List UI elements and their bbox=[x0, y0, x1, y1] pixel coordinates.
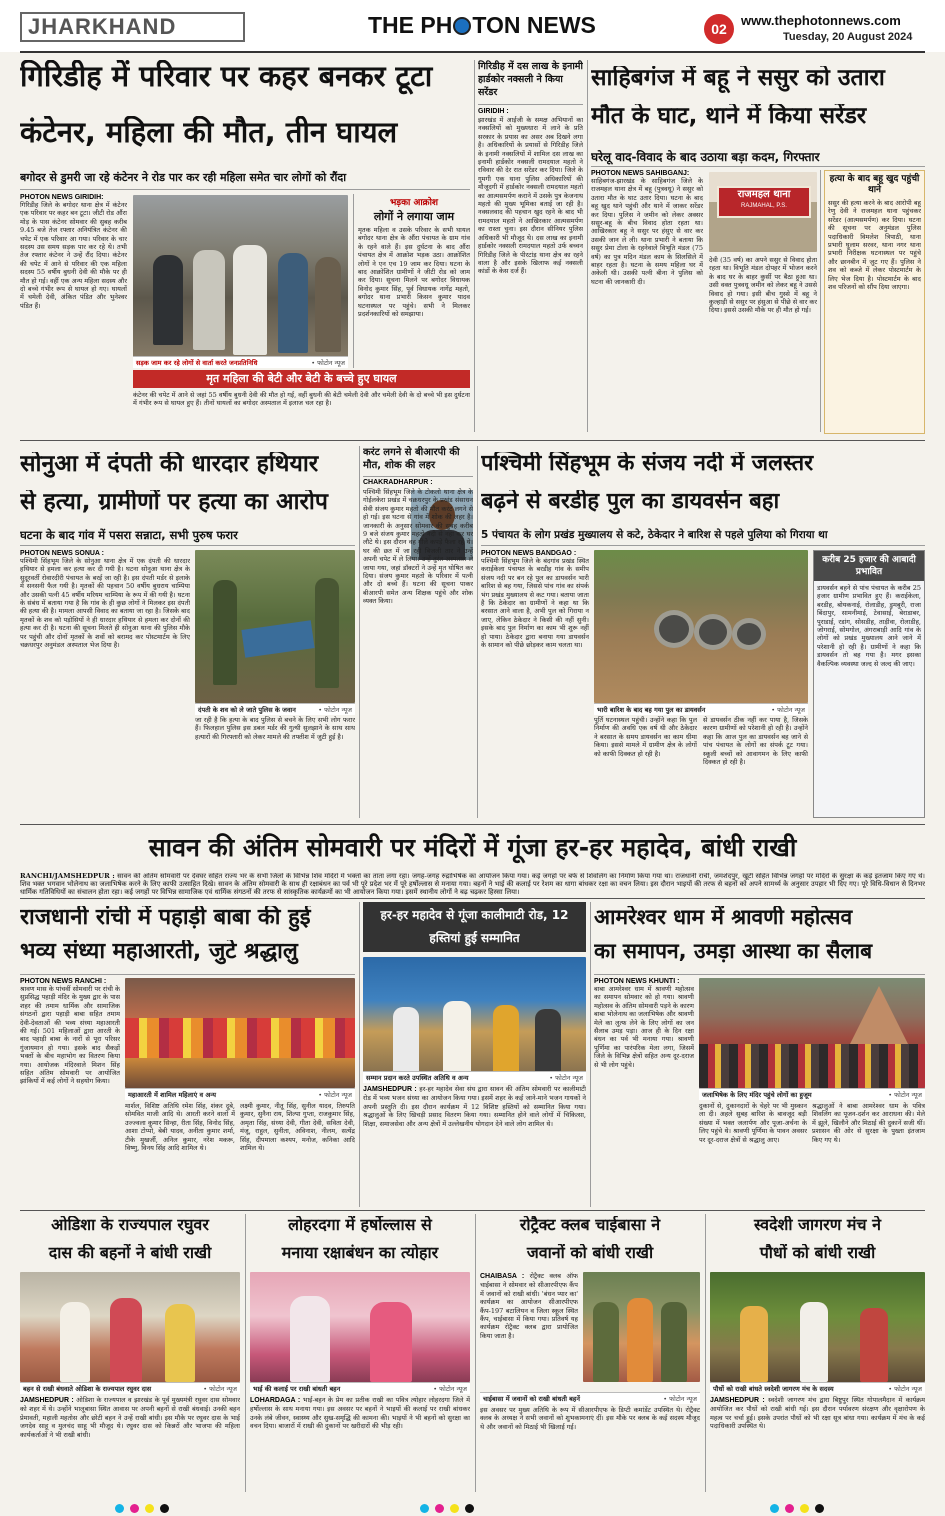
article-body: साहिबगंज-झारखंड के साहिबगंज जिले के राजमहल थाना क्षेत्र में बहू (पुत्रवधू) ने ससुर को उतारा मौत के घाट उतार दिया। घटना के बाद बहू खुद थाने पहुंची और थाने में जाकर सरेंडर कर दिया। पुलिस ने जमीन को लेकर अक्सर ससुर-बहू के बीच विवाद होता रहता था। आखिरकार बहू ने ससुर पर हंसुए से वार कर उसकी जान ले ली। थाना प्रभारी ने बताया कि ससुर प्रेमा टोला के रहनेवाले विभूति मंडल (75 वर्ष) का पुत्र मदिन मंडल काम के सिलसिले में बाहर रहता है। घटना के समय महिला घर में अकेली थी। उसकी पत्नी बीना ने पुलिस को घटना की जानकारी दी। bbox=[591, 177, 703, 286]
black-dot bbox=[815, 1504, 824, 1513]
article-body-2: देवी (35 वर्ष) का अपने ससुर से विवाद होता रहता था। विभूति मंडल दोपहर में भोजन करने के बाद घर के बाहर कुर्सी पर बैठा हुआ था। उसी वक्त पुत्रवधू जमीन को लेकर बहू ने उससे विवाद हो गया। इसी बीच गुस्से में बहू ने कुल्हाड़ी से ससुर पर हंसुआ से पीछे से वार कर दिया। इससे उसकी मौके पर ही मौत हो गई। bbox=[709, 256, 817, 315]
sidebar-body: डायवर्सन बहने से पांच पंचायत के करीब 25 हजार ग्रामीण प्रभावित हुए हैं। कराईकेला, बरडीह, बोयकनाई, रोलाडीह, डुमबुरी, राजा बिंदापुर, सामनीमाई, टेवासाई, बेराडाबर, पुराडाई, रडांग, सोसडीह, ताड़ीवा, रोलाडीह, जोगराई, सोमगोल, अंगराबाड़ी आदि गांव के लोगों को प्रखंड मुख्यालय आने जाने में परेशानी हो रही है। ग्रामीणों ने कहा कि डायवर्सन तो बह गया है। मगर इसका वैकल्पिक व्यवस्था जल्द से जल्द की जाए। bbox=[817, 584, 921, 668]
headline-line2: से हत्या, ग्रामीणों पर हत्या का आरोप bbox=[20, 490, 328, 515]
rule bbox=[20, 545, 355, 546]
article-column-1 bbox=[20, 550, 190, 820]
column-rule bbox=[820, 170, 821, 432]
byline: PHOTON NEWS RANCHI : bbox=[20, 978, 107, 985]
byline: PHOTON NEWS SAHIBGANJ: bbox=[591, 170, 690, 177]
headline-line2: भव्य संध्या महाआरती, जुटे श्रद्धालु bbox=[20, 940, 298, 964]
yellow-dot bbox=[800, 1504, 809, 1513]
photo-caption: • फोटोन न्यूज महाआरती में शामिल महिलाएं व अन्य bbox=[125, 1088, 355, 1100]
photo-person bbox=[290, 1296, 330, 1382]
sidebar-kicker: भड़का आक्रोश bbox=[389, 198, 439, 208]
photo-person bbox=[393, 1007, 419, 1081]
photo-person bbox=[193, 250, 225, 350]
article-body-2: पूर्ति घटनास्थल पहुंची। उन्होंने कहा कि पुल निर्माण की अवधि एक वर्ष थी और ठेकेदार ने बरसात के समय डायवर्सन का काम धीमा किया। इससे मामले में ग्रामीण क्षेत्र के लोगों को काफी दिक्कत हो रही है। bbox=[594, 716, 697, 758]
photo-aarti-women bbox=[125, 978, 355, 1088]
rule bbox=[591, 166, 925, 167]
photo-person bbox=[315, 257, 341, 352]
sidebar-heading: करीब 25 हजार की आबादी प्रभावित bbox=[814, 551, 924, 581]
subheadline: घटना के बाद गांव में पसरा सन्नाटा, सभी पुरुष फरार bbox=[20, 528, 238, 542]
photo-caption: • फोटोन न्यूज जलाभिषेक के लिए मंदिर पहुंचे लोगों का हुजूम bbox=[699, 1088, 925, 1100]
photo-caption: • फोटोन न्यूज भारी बारिश के बाद बह गया पुल का डायवर्सन bbox=[594, 703, 808, 715]
headline-line1: रोट्रैक्ट क्लब चाईबासा ने bbox=[519, 1216, 661, 1234]
strip-banner: मृत महिला की बेटी और बेटी के बच्चे हुए घायल bbox=[133, 370, 470, 388]
site-url[interactable]: www.thephotonnews.com bbox=[741, 13, 901, 28]
headline-banner: हर-हर महादेव से गूंजा कालीमाटी रोड, 12 हस्तियां हुई सम्मानित bbox=[363, 902, 586, 952]
headline-line1: सोनुआ में दंपती की धारदार हथियार bbox=[20, 452, 319, 477]
story-sahibganj bbox=[591, 60, 925, 435]
subheadline: 5 पंचायत के लोग प्रखंड मुख्यालय से कटे, ठेकेदार ने बारिश से पहले पुलिया को गिराया था bbox=[481, 529, 828, 541]
headline-line2: दास की बहनों ने बांधी राखी bbox=[48, 1244, 212, 1262]
column-rule bbox=[590, 902, 591, 1207]
headline-line2: जवानों को बांधी राखी bbox=[526, 1244, 654, 1262]
story-raghubar-das-rakhi bbox=[20, 1214, 240, 1494]
article-column-1 bbox=[20, 978, 120, 1206]
story-kalimati-road bbox=[363, 902, 586, 1207]
sidebar-body: मृतक महिला व उसके परिवार के सभी घायल बगोदर थाना क्षेत्र के औंरा पंचायत के ग्राम गांव के रहने वाले हैं। इस दुर्घटना के बाद औंरा पंचायत क्षेत्र में आक्रोश भड़क उठा। आक्रोशित लोगों ने एन एच 19 जाम कर दिया। घटना के बाद आक्रोशित ग्रामीणों ने जीटी रोड को जाम कर दिया। सूचना मिलने पर बगोदर विधायक विनोद कुमार सिंह, पूर्व विधायक नागेंद्र महतो, बगोदर थाना प्रभारी किसन कुमार यादव घटनास्थल पर पहुंचे। सभी ने मिलकर प्रदर्शनकारियों को समझाया। bbox=[358, 226, 470, 319]
article-body: RANCHI/JAMSHEDPUR : सावन की अंतिम सोमवारी पर देवघर सहित राज्य भर के सभी जिलों के विभिन्न शिव मंदिरों में भक्तों का तांता लगा रहा। जगह-जगह रुद्राभिषेक का आयोजन किया गया। कई जगहों पर बर्फ से शिवलिंग का निर्माण किया गया था। राजधानी रांची, जमशेदपुर, खूंटी सहित विभिन्न जगहों पर मंदिरों के सुरक्षा के कड़े इंतजाम किए गए थे। शिव भक्त भगवान भोलेनाथ का जलाभिषेक करने के लिए काफी उत्साहित दिखे। सावन के अंतिम सोमवारी के साथ ही रक्षाबंधन का पर्व भी पूरे प्रदेश भर में पूरे हर्षोल्लास से मनाया गया। बहनों ने भाई की कलाई पर रेशम का धागा बांधकर रक्षा का वचन लिया। इस दौरान भाइयों की तरफ से बहनों को अपने सामर्थ्य के अनुसार उपहार भी दिए गए। पूरे विधि-विधान से दिनभर धार्मिक गतिविधियों का संचालन होता रहा। कई जगहों पर विभिन्न सामाजिक एवं धार्मिक संगठनों की तरफ से सांस्कृतिक कार्यक्रमों का भी आयोजन किया गया। इसमें स्थानीय लोगों ने बढ़ चढ़कर हिस्सा लिया। bbox=[20, 873, 925, 896]
masthead-rule bbox=[20, 51, 925, 53]
sidebar-protest bbox=[358, 195, 470, 370]
section-rule bbox=[20, 898, 925, 899]
story-rotaract-chaibasa bbox=[480, 1214, 700, 1494]
photo-temple-crowd bbox=[699, 978, 925, 1088]
article-body: गिरिडीह जिले के बगोदर थाना क्षेत्र में कंटेनर एक परिवार पर कहर बन टूटा। जीटी रोड औंरा मोड़ के पास कंटेनर सोमवार की सुबह करीब 9.45 बजे तेज रफ्तार अनियंत्रित कंटेनर की चपेट में एक परिवार आ गया। परिवार के चार सदस्य उस समय सड़क पार कर रहे थे। तभी तेज रफ्तार कंटेनर ने उन्हें रौंद दिया। कंटेनर की चपेट में आने से परिवार की एक महिला सदस्य 55 वर्षीय बुधनी देवी की मौके पर ही मौत हो गई। वहीं एक अन्य महिला सदस्य और दो बच्चे गंभीर रूप से घायल हो गए। घायलों में चमेली देवी, अंकित पंडित और भुनेश्वर पंडित हैं। bbox=[20, 201, 127, 310]
page-number-badge: 02 bbox=[704, 14, 734, 44]
story-lohardaga-rakshabandhan bbox=[250, 1214, 470, 1494]
photo-stretcher bbox=[241, 620, 314, 657]
issue-date: Tuesday, 20 August 2024 bbox=[783, 31, 913, 43]
story-brp-death bbox=[363, 446, 473, 818]
headline-line1: गिरिडीह में परिवार पर कहर बनकर टूटा bbox=[20, 60, 433, 93]
byline: PHOTON NEWS GIRIDIH: bbox=[20, 194, 104, 201]
photo-person bbox=[165, 1304, 195, 1382]
article-body-2: दुकानों से, दुकानदारों के चेहरे पर भी मुस्कान ला दी। अहले सुबह बारिश के बावजूद बड़ी संख्या में भक्त जलार्पण और पूजा-अर्चना के लिए पहुंचे थे। श्रावणी पूर्णिमा के पावन अवसर पर दूर-दराज क्षेत्रों से श्रद्धालु आए। bbox=[699, 1102, 807, 1144]
article-body-3: श्रद्धालुओं ने बाबा आमरेश्वर धाम के पवित्र शिवलिंग का पूजन-दर्शन कर आराधना की। मेले में झूले, खिलौने और मिठाई की दुकानें सजी थीं। प्रशासन की ओर से सुरक्षा के पुख्ता इंतजाम किए गए थे। bbox=[812, 1102, 925, 1144]
yellow-dot bbox=[450, 1504, 459, 1513]
photo-person bbox=[493, 1005, 519, 1081]
photo-caption: • फोटोन न्यूज चाईबासा में जवानों को राखी बांधती बहनें bbox=[480, 1392, 700, 1404]
headline-line1: साहिबगंज में बहू ने ससुर को उतारा bbox=[591, 66, 885, 91]
byline: CHAKRADHARPUR : bbox=[363, 479, 433, 486]
headline-line1: ओडिशा के राज्यपाल रघुवर bbox=[51, 1216, 209, 1234]
byline: GIRIDIH : bbox=[478, 108, 509, 115]
headline-line2: पौधों को बांधी राखी bbox=[759, 1244, 876, 1262]
headline: गिरिडीह में दस लाख के इनामी हार्डकोर नक्सली ने किया सरेंडर bbox=[478, 61, 583, 98]
sidebar-affected-population bbox=[813, 550, 925, 818]
rule bbox=[20, 189, 470, 190]
photo-jawans-rakhi bbox=[583, 1272, 700, 1382]
station-signboard: राजमहल थाना RAJMAHAL, P.S. bbox=[717, 186, 811, 218]
article-body-2: जा रही है कि हत्या के बाद पुलिस से बचने के लिए सभी लोग फरार हैं। फिलहाल पुलिस इस डबल मर्डर की गुत्थी सुलझाने के साथ साथ हत्यारों की गिरफ्तारी को लेकर मामले की तफ्तीश में जुटी हुई है। bbox=[195, 716, 355, 741]
column-rule bbox=[474, 60, 475, 432]
globe-icon bbox=[453, 17, 471, 35]
byline: PHOTON NEWS KHUNTI : bbox=[594, 978, 680, 985]
photo-person bbox=[315, 578, 339, 688]
article-column-1 bbox=[363, 1085, 586, 1205]
story-sawan-monday bbox=[20, 827, 925, 897]
photo-person bbox=[153, 255, 183, 345]
sidebar-surrender bbox=[824, 170, 925, 434]
strip-body: कंटेनर की चपेट में आने से जहां 55 वर्षीय बुधनी देवी की मौत हो गई, वहीं बुधनी की बेटी चमेली देवी और चमेली देवी के दो बच्चे भी इस दुर्घटना में गंभीर रूप से घायल हुए हैं। तीनों घायलों का बगोदर अस्पताल में इलाज चल रहा है। bbox=[133, 391, 470, 408]
article-body: LOHARDAGA : भाई-बहन के प्रेम का प्रतीक राखी का पवित्र त्योहार लोहरदगा जिले में हर्षोल्लास के साथ मनाया गया। इस अवसर पर बहनों ने भाइयों की कलाई पर राखी बांधकर उनके लंबे जीवन, स्वास्थ्य और सुख-समृद्धि की कामना की। भाइयों ने भी बहनों को सुरक्षा का वचन दिया। बाजारों में राखी की दुकानों पर खरीदारों की भीड़ रही। bbox=[250, 1396, 470, 1431]
photo-pipe bbox=[654, 610, 694, 648]
article-body-3: से डायवर्सन ठीक नहीं कर पाया है, जिसके कारण ग्रामीणों को परेशानी हो रही है। उन्होंने कहा कि आज पुल का डायवर्सन बह जाने से पांच पंचायत के लोगों का संपर्क टूट गया। स्कूली बच्चों को आवागमन के लिए काफी दिक्कत हो रही है। bbox=[703, 716, 808, 767]
photo-temple bbox=[849, 986, 909, 1046]
photo-person bbox=[627, 1298, 653, 1382]
photo-person bbox=[370, 1302, 412, 1382]
headline-line1: आमरेश्वर धाम में श्रावणी महोत्सव bbox=[594, 906, 853, 929]
yellow-dot bbox=[145, 1504, 154, 1513]
masthead bbox=[0, 0, 945, 52]
story-naxal-surrender bbox=[478, 60, 583, 432]
article-body-2: मार्शल, विशिष्ट अतिथि रमेश सिंह, शंकर दूबे, सोमवित माजी आदि थे। आरती करने वालों में उज्ज्वला कुमार सिन्हा, रीता सिंह, विनोद सिंह, आशा टोप्पो, बेबी यादव, अनीता कुमार शर्मा, टीके मुखर्जी, अनिल कुमार, नरेश मकरू, विष्णु, विनय सिंह आदि शामिल थे। bbox=[125, 1102, 235, 1153]
photo-plants-rakhi bbox=[710, 1272, 925, 1382]
story-amreshwar-dham bbox=[594, 902, 925, 1207]
photo-person bbox=[110, 1298, 142, 1382]
section-rule bbox=[20, 440, 925, 441]
subheadline: घरेलू वाद-विवाद के बाद उठाया बड़ा कदम, गिरफ्तार bbox=[591, 150, 820, 164]
photo-caption: • फोटोन न्यूज भाई की कलाई पर राखी बांधती बहन bbox=[250, 1382, 470, 1394]
headline-line2: बढ़ने से बरडीह पुल का डायवर्सन बहा bbox=[481, 490, 780, 514]
paper-logo: THE PH TON NEWS bbox=[368, 12, 596, 38]
article-body: JAMSHEDPUR : स्वदेशी जागरण मंच द्वारा बिष्टुपुर स्थित गोपालमैदान में कार्यक्रम आयोजित कर पौधों को राखी बांधी गई। इस दौरान पर्यावरण संरक्षण और वृक्षारोपण के महत्व पर चर्चा हुई। इसके उपरांत पौधों को भी रक्षा सूत्र बांधा गया। कार्यक्रम में मंच के कई पदाधिकारी उपस्थित थे। bbox=[710, 1396, 925, 1431]
byline: PHOTON NEWS SONUA : bbox=[20, 550, 105, 557]
photo-person bbox=[213, 580, 237, 685]
headline: सावन की अंतिम सोमवारी पर मंदिरों में गूंजा हर-हर महादेव, बांधी राखी bbox=[148, 833, 797, 862]
section-rule bbox=[20, 1210, 925, 1211]
black-dot bbox=[465, 1504, 474, 1513]
column-rule bbox=[353, 194, 354, 368]
headline-line1: लोहरदगा में हर्षोल्लास से bbox=[288, 1216, 432, 1234]
byline: PHOTON NEWS BANDGAO : bbox=[481, 550, 577, 557]
headline-line2: मनाया रक्षाबंधन का त्योहार bbox=[281, 1244, 439, 1262]
photo-person bbox=[800, 1302, 828, 1382]
column-rule bbox=[359, 902, 360, 1207]
photo-person bbox=[740, 1306, 768, 1382]
cyan-dot bbox=[420, 1504, 429, 1513]
photo-crowd-row bbox=[699, 1044, 925, 1088]
story-sonua-murder bbox=[20, 446, 355, 821]
article-body-3: लक्ष्मी कुमार, नीतू सिंह, सुनील यादव, तिरुपति कुमार, सुनैना राय, शिल्पा गुप्ता, राजकुमार सिंह, अमृता सिंह, संध्या देवी, गीता देवी, सविता देवी, मंजू, राहुल, सुनीता, अविनाश, नीलम, सत्येंद्र सिंह, दीपमाला कश्यप, मनोज, कनिका आदि शामिल थे। bbox=[240, 1102, 355, 1153]
headline-line1: स्वदेशी जागरण मंच ने bbox=[753, 1216, 882, 1234]
article-column-1 bbox=[481, 550, 589, 820]
photo-person bbox=[860, 1308, 888, 1382]
rule bbox=[363, 476, 473, 477]
rule bbox=[481, 545, 925, 546]
photo-caption: • फोटोन न्यूज बहन से राखी बंधवाते ओडिशा के राज्यपाल रघुवर दास bbox=[20, 1382, 240, 1394]
column-rule bbox=[587, 60, 588, 432]
sidebar-body: ससुर की हत्या करने के बाद आरोपी बहू रेणु देवी ने राजमहल थाना पहुंचकर सरेंडर (आत्मसमर्पण) कर दिया। घटना की सूचना पर अनुमंडल पुलिस पदाधिकारी विमलेश त्रिपाठी, थाना प्रभारी घुलाम सरवर, थाना नगर थाना प्रभारी निरीक्षक घटनास्थल पर पहुंचे और छानबीन में जुट गए हैं। पुलिस ने शव को कब्जे में लेकर पोस्टमार्टम के लिए भेज दिया है। पोस्टमार्टम के बाद शव परिजनों को सौंप दिया जाएगा। bbox=[828, 199, 921, 292]
magenta-dot bbox=[785, 1504, 794, 1513]
section-label: JHARKHAND bbox=[20, 12, 245, 42]
photo-person bbox=[443, 1001, 471, 1081]
headline-line2: मौत के घाट, थाने में किया सरेंडर bbox=[591, 104, 867, 129]
photo-raghubar-rakhi bbox=[20, 1272, 240, 1382]
photo-road-jam bbox=[133, 195, 348, 367]
sidebar-heading: हत्या के बाद बहू खुद पहुंची थाने bbox=[829, 174, 920, 195]
photo-person bbox=[60, 1302, 90, 1382]
article-body: JAMSHEDPUR : हर-हर महादेव सेवा संघ द्वारा सावन की अंतिम सोमवारी पर कालीमाटी रोड में भव्य भजन संध्या का आयोजन किया गया। इसमें शहर के कई जाने-माने भजन गायकों ने अपनी प्रस्तुति दी। इस दौरान कार्यक्रम में 12 विशिष्ट हस्तियों को सम्मानित किया गया। श्रद्धालुओं के लिए खिचड़ी प्रसाद वितरण किया गया। सम्मानित होने वाले लोगों में चिकित्सा, शिक्षा, समाजसेवा और अन्य क्षेत्रों में उल्लेखनीय योगदान देने वाले लोग शामिल थे। bbox=[363, 1085, 586, 1128]
photo-felicitation-stage bbox=[363, 957, 586, 1081]
article-body: JAMSHEDPUR : ओडिशा के राज्यपाल व झारखंड के पूर्व मुख्यमंत्री रघुवर दास सोमवार को शहर में थे। उन्होंने भालूबासा स्थित आवास पर अपनी बहनों से राखी बंधवाई। उनकी बहन प्रेमावती, महाली महतोस और छोटी बहन ने उन्हें राखी बांधी। इस मौके पर रघुवर दास के भाई जगदेव साहू व मुलचंद साहू भी मौजूद थे। रघुवर दास को किन्नरों और भाजपा की महिला कार्यकर्ताओं ने भी राखी बांधी। bbox=[20, 1396, 240, 1439]
article-column-1 bbox=[591, 170, 703, 432]
print-registration-marks bbox=[0, 1500, 945, 1516]
column-rule bbox=[359, 446, 360, 818]
section-rule bbox=[20, 824, 925, 825]
photo-caption: • फोटोन न्यूज पौधों को राखी बांधते स्वदेशी जागरण मंच के सदस्य bbox=[710, 1382, 925, 1394]
photo-person bbox=[278, 253, 308, 353]
headline-line1: राजधानी रांची में पहाड़ी बाबा की हुई bbox=[20, 906, 311, 930]
rule bbox=[478, 104, 583, 105]
rule bbox=[594, 974, 925, 975]
article-body: पश्चिमी सिंहभूम जिले के सोनुआ थाना क्षेत्र में एक दंपती की धारदार हथियार से हमला कर हत्या कर दी गयी है। घटना सोनुआ थाना क्षेत्र के सुदूरवर्ती रोवारदीरी पंचायत के बरई जा रही है। इस दंपती मर्डर से इलाके में सनसनी फैल गयी है। मृतकों की पहचान 50 वर्षीय बुधराय चाम्पिया और उसकी पत्नी 45 वर्षीय मरियम चाम्पिया के रूप में की गयी है। घटना के संबंध में बताया गया है कि गांव के ही कुछ लोगों ने मिलकर इस दंपती की हत्या की है। मामला आपसी विवाद का बताया जा रहा है। जिसके बाद मृतकों के शव को पड़ोसियों ने ही धारदार हथियार से हमला कर दोनों की हत्या कर दी है। घटना की सूचना मिलते ही सोनुआ थाना की पुलिस मौके पर पहुंची और दोनों मृतकों के शवों को बरामद कर पोस्टमार्टम के लिए चक्रधरपुर अनुमंडल अस्पताल भेज दिया है। bbox=[20, 557, 190, 650]
article-body-2: इस अवसर पर मुख्य अतिथि के रूप में सीआरपीएफ के डिप्टी कमांडेंट उपस्थित थे। रोट्रैक्ट क्लब के अध्यक्ष ने सभी जवानों को शुभकामनाएं दीं। इस मौके पर क्लब के कई सदस्य मौजूद थे और जवानों को मिठाई भी खिलाई गई। bbox=[480, 1406, 700, 1431]
article-body: पश्चिमी सिंहभूम जिले के बंदगांव प्रखंड स्थित कराईकेला पंचायत के बरडीह गांव के समीप संजय नदी पर बन रहे पुल का डायवर्सन भारी बारिश से बह गया, जिससे पांच गांव का संपर्क भंग प्रखंड मुख्यालय से कट गया। बताया जाता है कि ठेकेदार का ग्रामीणों ने कहा था कि बरसात आने वाला है, अभी पुल को गिराया न जाए, लेकिन ठेकेदार ने किसी की नहीं सुनी। इसके बाद पुल निर्माण का काम भी शुरू नहीं हो पाया। ठेकेदार द्वारा बनाया गया डायवर्सन के सामान को पीछे छोड़कर काम चलता था। bbox=[481, 557, 589, 650]
story-pahari-baba-aarti bbox=[20, 902, 355, 1207]
photo-crowd-row bbox=[125, 1018, 355, 1058]
photo-police-carry-bodies bbox=[195, 550, 355, 703]
cyan-dot bbox=[115, 1504, 124, 1513]
article-body: बाबा आमरेश्वर धाम में श्रावणी महोत्सव का समापन सोमवार को हो गया। श्रावणी महोत्सव के अंतिम सोमवारी पड़ने के कारण बाबा भोलेनाथ का जलाभिषेक और श्रावणी मेले का लुत्फ लेने के लिए लोगों का जन सैलाब उमड़ पड़ा। आज ही के दिन रक्षा बंधन का पर्व भी मनाया गया। श्रावणी पूर्णिमा का पारंपरिक मेला लगा, जिसमें जिले के विभिन्न क्षेत्रों सहित अन्य दूर-दराज से भी लोग पहुंचे। bbox=[594, 985, 694, 1069]
rule bbox=[20, 974, 355, 975]
photo-caption: • फोटोन न्यूज सड़क जाम कर रहे लोगों से वार्ता करते जनप्रतिनिधि bbox=[133, 356, 348, 368]
article-column-1 bbox=[594, 978, 694, 1206]
story-giridih-container-accident bbox=[20, 58, 470, 433]
photo-person bbox=[661, 1302, 687, 1382]
headline-line1: पश्चिमी सिंहभूम के संजय नदी में जलस्तर bbox=[481, 452, 814, 476]
photo-pipe bbox=[694, 614, 732, 650]
column-rule bbox=[705, 1214, 706, 1492]
photo-person bbox=[233, 245, 267, 355]
headline-line2: कंटेनर, महिला की मौत, तीन घायल bbox=[20, 116, 398, 149]
photo-caption: • फोटोन न्यूज सम्मान प्रदान करते उपस्थित अतिथि व अन्य bbox=[363, 1071, 586, 1083]
subheadline: बगोदर से डुमरी जा रहे कंटेनर ने रोड पार कर रही महिला समेत चार लोगों को रौंदा bbox=[20, 171, 347, 184]
photo-person bbox=[593, 1302, 619, 1382]
article-body: श्रावण मास के पांचवीं सोमवारी पर रांची के सुप्रसिद्ध पहाड़ी मंदिर के मुख्य द्वार के पास शहर की तमाम धार्मिक और सामाजिक संगठनों द्वारा पहाड़ी बाबा सहित तमाम देवी-देवताओं की भव्य संध्या महाआरती की गई। 501 महिलाओं द्वारा आरती के बाद पहाड़ी बाबा के नारों से पूरा परिसर गुंजायमान हो गया। इसके बाद सैकड़ों भक्तों के बीच महाभोग का वितरण किया गया। आयोजक मंदिरवाले मिशन सिंह सहित अंतिम सोमवारी पर आयोजित झांकियों में कई लोगों ने सहयोग किया। bbox=[20, 985, 120, 1086]
article-body: पश्चिमी सिंहभूम जिले के टोकलो थाना क्षेत्र के गोईलकेरा प्रखंड में चक्रधरपुर के प्रखंड संसाधन सेवी संजय कुमार महतो की मौत करंट लगने से हो गई। इस घटना से गांव में शोक की लहर है। जानकारी के अनुसार सोमवार की सुबह करीब 9 बजे संजय कुमार महतो नदी से नहा कर घर लौटे थे। इस दौरान वह गीले कपड़े फैला रहे थे। घर की छत में जा रही बिजली तार ने उन्हें अपनी चपेट में ले लिया। उन्हें तुरंत अस्पताल ले जाया गया, जहां डॉक्टरों ने उन्हें मृत घोषित कर दिया। संजय कुमार महतो के परिवार में पत्नी और दो बच्चे हैं। घटना की सूचना पाकर बीआरपी समेत अन्य शिक्षक पहुंचे और शोक व्यक्त किया। bbox=[363, 488, 473, 606]
story-swadeshi-plants-rakhi bbox=[710, 1214, 925, 1494]
magenta-dot bbox=[435, 1504, 444, 1513]
photo-sister-ties-rakhi bbox=[250, 1272, 470, 1382]
magenta-dot bbox=[130, 1504, 139, 1513]
article-body: झारखंड में आईजी के समक्ष अभियानों का नक्सलियों को मुख्यधारा में लाने के प्रति सरकार के प्रयास का असर अब दिखने लगा है। अधिकारियों के प्रयासों से गिरिडीह जिले के इनामी नक्सलियों में शामिल दस लाख का इनामी हार्डकोर नक्सली रामदयाल महतो ने रविवार की देर रात सरेंडर कर दिया। जिले के गुमगी एक थाना पुलिस अधिकारियों की मौजूदगी में हार्डकोर नक्सली रामदयाल महतो का आत्मसमर्पण कराने में उसके पुत्र केजनाथ महतो की मुख्य भूमिका बताई जा रही है। नक्सलवाद की पहचान खुद रहने के बाद भी रामदयाल महतो ने आखिरकार आत्मसमर्पण का रास्ता चुना। इस दौरान सीनियर पुलिस अधिकारी भी मौजूद थे। दस लाख का इनामी हार्डकोर नक्सली रामदयाल महतो उर्फ बच्चन गिरिडीह जिले के पीरटांड़ थाना क्षेत्र का रहने वाला है और इसके खिलाफ कई नक्सली कांडों के केस दर्ज हैं। bbox=[478, 116, 583, 276]
black-dot bbox=[160, 1504, 169, 1513]
photo-police-station bbox=[709, 172, 817, 252]
column-rule bbox=[477, 446, 478, 818]
column-rule bbox=[475, 1214, 476, 1492]
article-column-1 bbox=[480, 1272, 578, 1392]
article-body: CHAIBASA : रोट्रैक्ट क्लब ऑफ चाईबासा ने सोमवार को सीआरपीएफ कैंप में जवानों को राखी बांधी। 'बंधन प्यार का' कार्यक्रम का आयोजन सीआरपीएफ कैंप-197 बटालियन व जिला स्कूल स्थित कैंप, चाईबासा में किया गया। प्रतिवर्ष यह कार्यक्रम रोट्रैक्ट क्लब द्वारा प्रायोजित किया जाता है। bbox=[480, 1272, 578, 1340]
article-column-1 bbox=[20, 194, 127, 384]
column-rule bbox=[245, 1214, 246, 1492]
sidebar-heading: लोगों ने लगाया जाम bbox=[373, 210, 455, 223]
headline: करंट लगने से बीआरपी की मौत, शोक की लहर bbox=[363, 447, 460, 471]
story-bardih-bridge bbox=[481, 446, 925, 821]
photo-caption: • फोटोन न्यूज दंपती के शव को ले जाते पुलिस के जवान bbox=[195, 703, 355, 715]
photo-pipe bbox=[732, 618, 766, 650]
headline-line2: का समापन, उमड़ा आस्था का सैलाब bbox=[594, 940, 873, 963]
cyan-dot bbox=[770, 1504, 779, 1513]
photo-washed-diversion bbox=[594, 550, 808, 703]
